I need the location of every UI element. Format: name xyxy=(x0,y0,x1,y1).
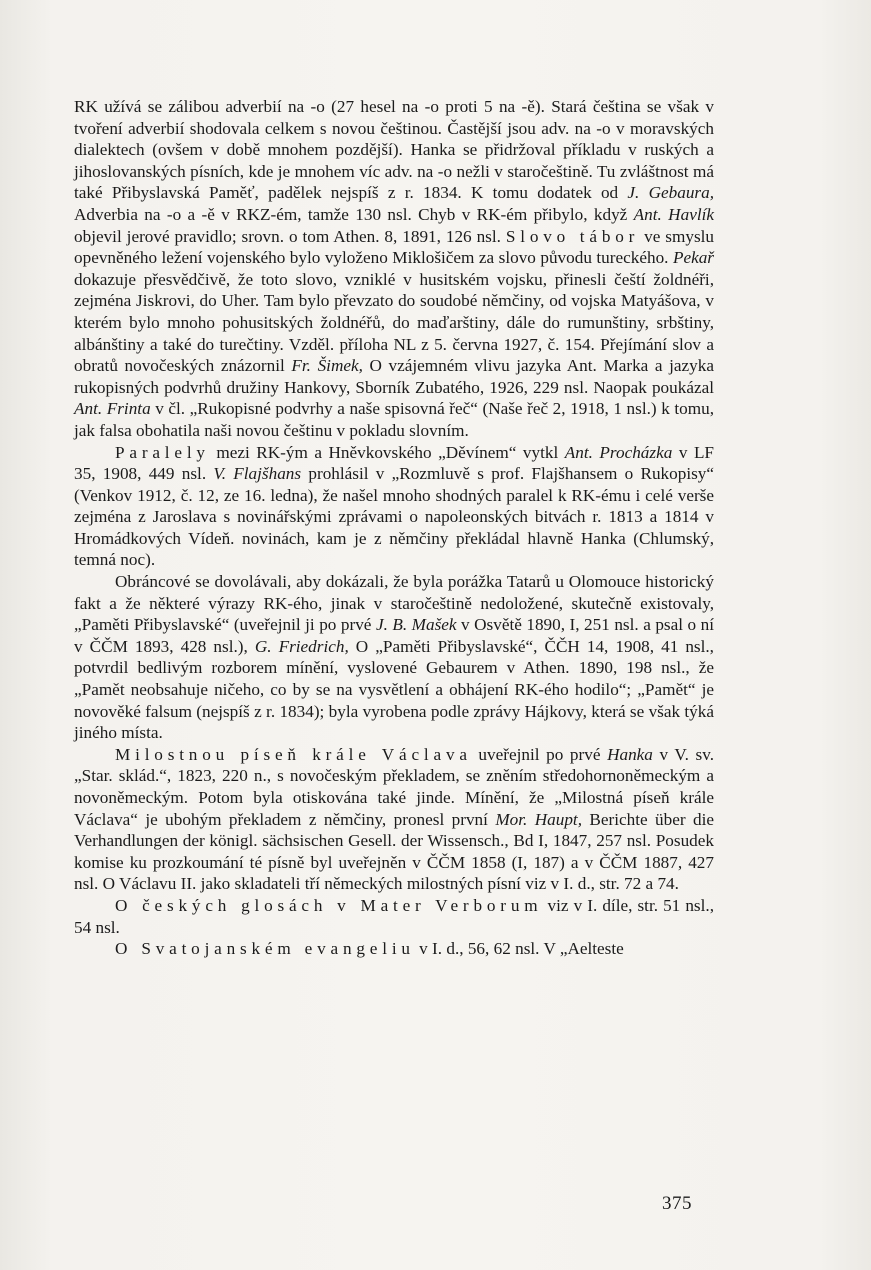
italic-run: J. Gebaura, xyxy=(627,183,715,203)
text-run: v čl. „Rukopisné podvrhy a naše spisovná řeč“ (Naše řeč 2, 1918, 1 nsl.) k tomu, jak falsa obohatila naši novou češtinu v pokladu slovním. xyxy=(74,399,714,440)
body-text xyxy=(74,96,714,960)
italic-run: V. Flajšhans xyxy=(213,464,302,484)
text-run: v Osvětě 1890, I, 251 nsl. a psal o ní v ČČM 1893, 428 nsl.), xyxy=(74,615,714,656)
text-run: prohlásil v „Rozmluvě s prof. Flajšhansem o Rukopisy“ (Venkov 1912, č. 12, ze 16. ledna), že našel mnoho shodných paralel k RK-ému i celé verše zejména z Jaroslava s novinářskými zprávami o napoleonských bitvách r. 1813 a 1814 v Hromádkových Vídeň. novinách, kam je z němčiny překládal hlavně Hanka (Chlumský, temná noc). xyxy=(74,464,715,570)
text-run: uveřejnil po prvé xyxy=(471,744,608,764)
text-run: v LF 35, 1908, 449 nsl. xyxy=(74,442,714,484)
italic-run: Ant. Procházka xyxy=(564,442,673,462)
italic-run: Ant. Frinta xyxy=(74,399,151,419)
paragraph xyxy=(74,895,714,938)
page-number: 375 xyxy=(662,1193,692,1214)
text-run: O vzájemném vlivu jazyka Ant. Marka a jazyka rukopisných podvrhů družiny Hankovy, Sborník Zubatého, 1926, 229 nsl. Naopak poukázal xyxy=(74,356,714,397)
italic-run: Ant. Havlík xyxy=(633,204,714,224)
text-run: RK užívá se zálibou adverbií na -o (27 hesel na -o proti 5 na -ě). Stará čeština se však v tvoření adverbií shodovala celkem s novou češtinou. Častější jsou adv. na -o v moravských dialektech (ovšem v době mnohem pozdější). Hanka se přidržoval příkladu v ruských a jihoslovanských písních, kde je mnohem víc adv. na -o nežli v staročeštině. Tu zvláštnost má také Přibyslavská Paměť, padělek nejspíš z r. 1834. K tomu dodatek od xyxy=(74,97,714,203)
spaced-run: Slovo tábor xyxy=(505,226,640,246)
spaced-run: Milostnou píseň krále Václava xyxy=(115,744,472,764)
paragraph xyxy=(74,744,714,895)
text-run: Berichte über die Verhandlungen der königl. sächsischen Gesell. der Wissensch., Bd I, 1847, 257 nsl. Posudek komise ku prozkoumání té písně byl uveřejněn v ČČM 1858 (I, 187) a v ČČM 1887, 427 nsl. O Václavu II. jako skladateli tří německých milostných písní viz v I. d., str. 72 a 74. xyxy=(74,809,714,894)
text-run: Adverbia na -o a -ě v RKZ-ém, tamže 130 nsl. Chyb v RK-ém přibylo, když xyxy=(74,204,634,224)
text-run: viz v I. díle, str. 51 nsl., 54 nsl. xyxy=(74,895,714,937)
text-run: Obráncové se dovolávali, aby dokázali, že byla porážka Tatarů u Olomouce historický fakt a že některé výrazy RK-ého, jinak v staročeštině nedoložené, skutečně existovaly, „Paměti Přibyslavské“ (uveřejnil ji po prvé xyxy=(74,572,714,635)
italic-run: G. Friedrich, xyxy=(254,636,349,656)
text-run: v I. d., 56, 62 nsl. V „Aelteste xyxy=(414,939,624,959)
italic-run: Mor. Haupt, xyxy=(495,809,583,829)
text-run: ve smyslu opevněného ležení vojenského bylo vyloženo Miklošičem za slovo původu tureckého. xyxy=(74,226,714,268)
spaced-run: Paralely xyxy=(115,442,210,462)
paragraph xyxy=(74,442,714,572)
text-run: objevil jerové pravidlo; srovn. o tom Athen. 8, 1891, 126 nsl. xyxy=(74,226,506,246)
text-run: dokazuje přesvědčivě, že toto slovo, vzniklé v husitském vojsku, přinesli čeští žoldnéři, zejména Jiskrovi, do Uher. Tam bylo převzato do soudobé němčiny, od vojska Matyášova, v kterém bylo mnoho pohusitských žoldnéřů, do maďarštiny, dále do rumunštiny, srbštiny, albánštiny a také do turečtiny. Vzděl. příloha NL z 5. června 1927, č. 154. Přejímání slov a obratů novočeských znázornil xyxy=(74,269,714,376)
text-run: mezi RK-ým a Hněvkovského „Děvínem“ vytkl xyxy=(209,442,565,462)
paragraph xyxy=(74,571,714,744)
italic-run: Pekař xyxy=(672,248,714,268)
italic-run: Hanka xyxy=(607,744,653,764)
italic-run: J. B. Mašek xyxy=(375,615,457,635)
text-run: O „Paměti Přibyslavské“, ČČH 14, 1908, 41 nsl., potvrdil bedlivým rozborem mínění, vyslovené Gebaurem v Athen. 1890, 198 nsl., že „Pamět neobsahuje ničeho, co by se na vysvětlení a obhájení RK-ého hodilo“; „Pamět“ je novověké falsum (nejspíš z r. 1834); byla vyrobena podle zprávy Hájkovy, která se však týká jiného místa. xyxy=(74,636,714,743)
text-run: v V. sv. „Star. sklád.“, 1823, 220 n., s novočeským překladem, se zněním středohornoněmeckým a novoněmeckým. Potom byla otiskována také jinde. Mínění, že „Milostná píseň krále Václava“ je ubohým překladem z němčiny, pronesl první xyxy=(74,744,714,829)
italic-run: Fr. Šimek, xyxy=(291,356,363,376)
paragraph xyxy=(74,938,714,960)
paragraph xyxy=(74,96,714,442)
spaced-run: O Svatojanském evangeliu xyxy=(115,939,415,959)
spaced-run: O českých glosách v Mater Verborum xyxy=(115,895,543,915)
